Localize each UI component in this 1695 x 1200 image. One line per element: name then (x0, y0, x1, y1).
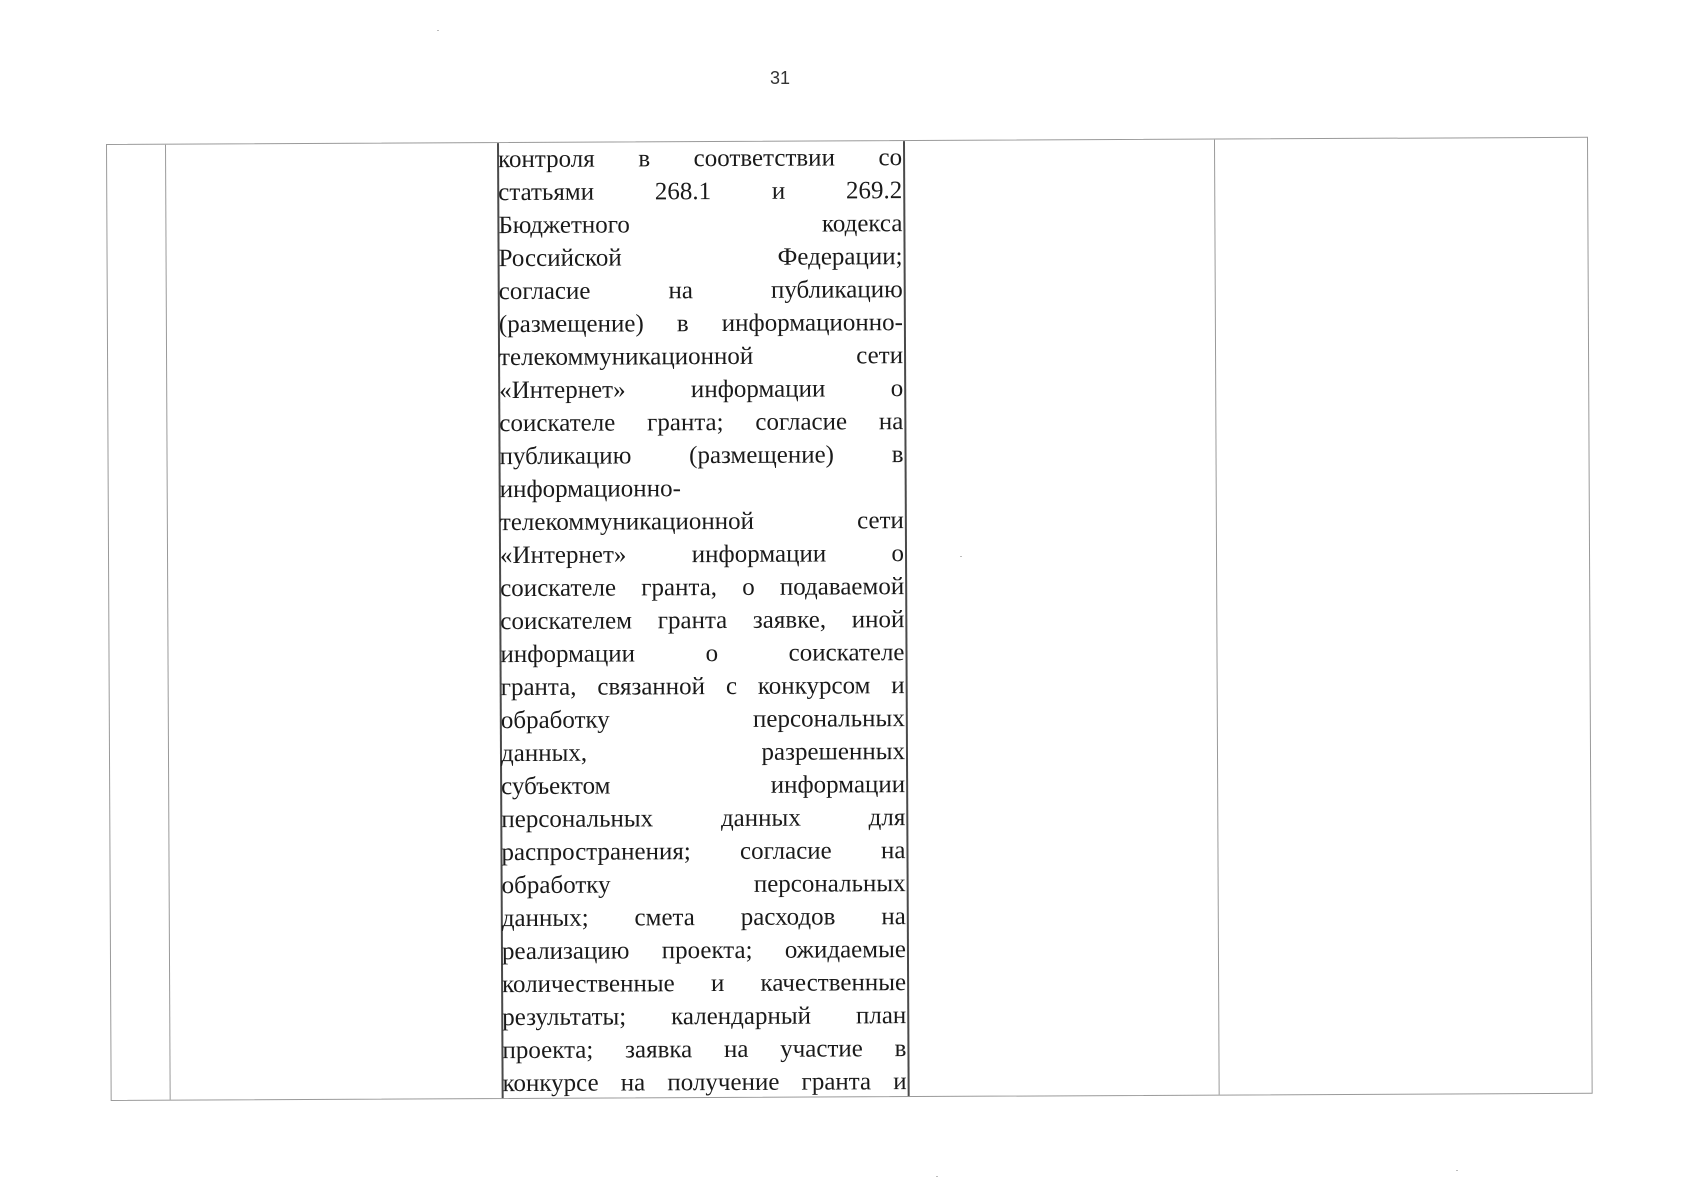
text-line: персональных данных для (501, 804, 906, 834)
text-line: гранта, связанной с конкурсом и (500, 672, 905, 702)
column-divider-4 (1214, 140, 1220, 1095)
text-line: информационно- (499, 475, 681, 504)
text-line: телекоммуникационной сети (498, 342, 904, 372)
text-line: обработку персональных (500, 705, 905, 735)
text-line: количественные и качественные (502, 969, 907, 999)
scan-speck (936, 1176, 938, 1177)
text-line: конкурсе на получение гранта и (502, 1068, 907, 1098)
text-line: обработку персональных (501, 870, 906, 900)
text-line: Бюджетного кодекса (498, 210, 903, 240)
text-line: публикацию (размещение) в (499, 441, 904, 471)
page-number: 31 (769, 68, 791, 88)
text-line: согласие на публикацию (498, 276, 903, 306)
text-line: результаты; календарный план (502, 1002, 907, 1032)
column-divider-1 (165, 145, 171, 1100)
text-line: «Интернет» информации о (499, 540, 905, 570)
text-line: данных; смета расходов на (501, 903, 906, 933)
text-line: (размещение) в информационно- (498, 309, 903, 339)
text-line: соискателем гранта заявке, иной (500, 606, 905, 636)
text-line: статьями 268.1 и 269.2 (498, 177, 903, 207)
text-line: телекоммуникационной сети (499, 507, 904, 537)
requirements-text-cell (497, 141, 908, 1098)
text-line: информации о соискателе (500, 639, 905, 669)
text-line: субъектом информации (501, 771, 906, 801)
text-line: данных, разрешенных (500, 738, 906, 768)
text-line: распространения; согласие на (501, 837, 906, 867)
scan-speck (437, 30, 439, 31)
text-line: соискателе гранта; согласие на (499, 408, 904, 438)
text-line: «Интернет» информации о (499, 375, 904, 405)
text-line: реализацию проекта; ожидаемые (501, 936, 907, 966)
text-line: проекта; заявка на участие в (502, 1035, 907, 1065)
scan-speck (1456, 1170, 1458, 1171)
document-table (106, 137, 1593, 1101)
text-line: соискателе гранта, о подаваемой (500, 573, 905, 603)
scan-speck (960, 556, 962, 557)
text-line: контроля в соответствии со (498, 144, 903, 174)
text-line: Российской Федерации; (498, 243, 903, 273)
